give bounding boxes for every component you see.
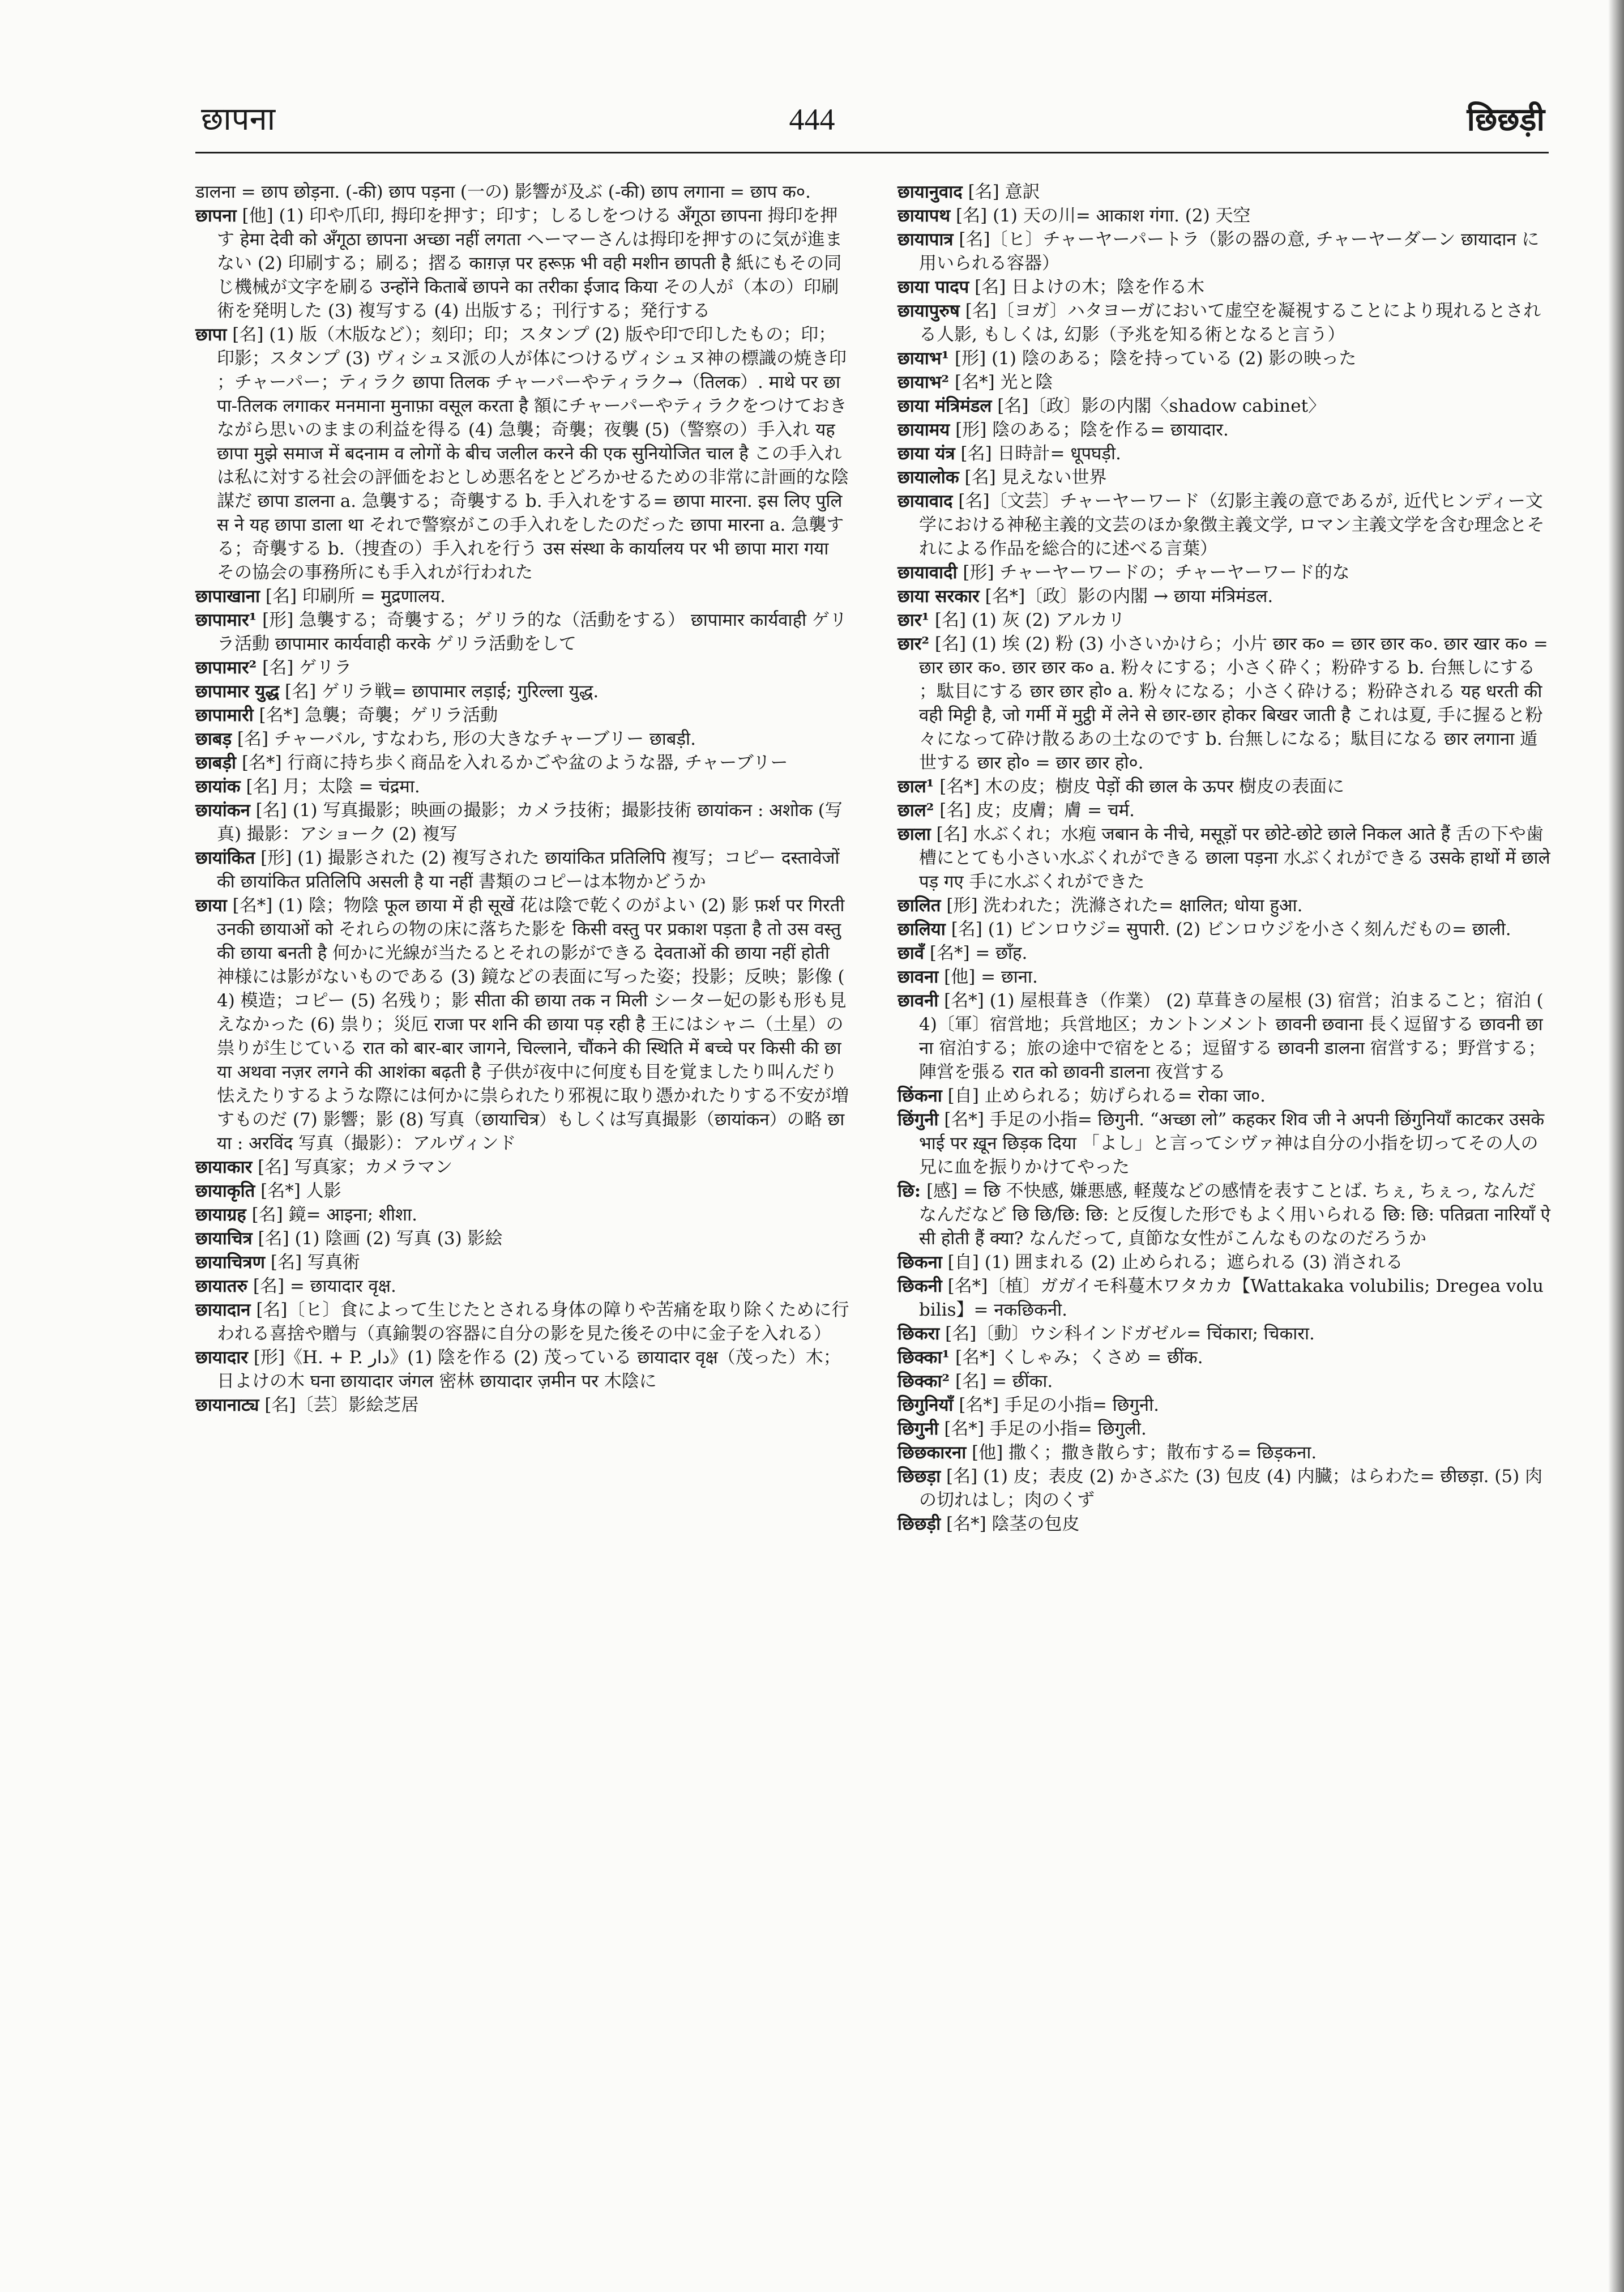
headword: छाया पादप <box>898 277 969 297</box>
headword: छायानाट्य <box>195 1395 259 1415</box>
dictionary-entry <box>898 608 1552 632</box>
definition: [名] 意訳 <box>968 182 1040 202</box>
definition: [形] チャーヤーワードの；チャーヤーワード的な <box>963 562 1350 583</box>
dictionary-entry <box>898 1512 1552 1536</box>
headword: छाया यंत्र <box>898 443 955 464</box>
headword: छापना <box>195 206 237 226</box>
dictionary-entry <box>195 1274 849 1298</box>
definition: [名*] 行商に持ち歩く商品を入れるかごや盆のような器, チャーブリー <box>241 753 788 773</box>
dictionary-entry <box>195 894 849 1155</box>
headword: छिंकना <box>898 1086 942 1106</box>
definition: [名] 日よけの木；陰を作る木 <box>975 277 1205 297</box>
definition: [名] チャーバル, すなわち, 形の大きなチャーブリー छाबड़ी. <box>237 729 696 749</box>
dictionary-entry <box>195 703 849 727</box>
headword: छायातरु <box>195 1276 247 1296</box>
headword: छापामार युद्ध <box>195 681 280 702</box>
definition: [名*] (1) 陰；物陰 फूल छाया में ही सूखें 花は陰で乾くのがよい (2) 影 फ़र्श पर गिरती उनकी छायाओं को それらの物の床に落ちた影を किसी वस्तु पर प्रकाश पड़ता है तो उस वस्तु की छाया बनती है 何かに光線が当たるとそれの影ができる देवताओं की छाया नहीं होती 神様には影がないものである (3) 鏡などの表面に写った姿；投影；反映；影像 (4) 模造；コピー (5) 名残り；影 सीता की छाया तक न मिली シーター妃の影も形も見えなかった (6) 祟り；災厄 राजा पर शनि की छाया पड़ रही है 王にはシャニ（土星）の祟りが生じている रात को बार-बार जागने, चिल्लाने, चौंकने की स्थिति में बच्चे पर किसी की छाया अथवा नज़र लगने की आशंका बढ़ती है 子供が夜中に何度も目を覚ましたり叫んだり怯えたりするような際には何かに祟られたり邪視に取り憑かれたりする不安が増すものだ (7) 影響；影 (8) 写真（छायाचित्र）もしくは写真撮影（छायांकन）の略 छाया : अरविंद 写真（撮影）：アルヴィンド <box>217 895 849 1154</box>
definition: [名] 写真術 <box>270 1252 360 1273</box>
headword: छिंगुनी <box>898 1109 939 1130</box>
right-column <box>898 180 1552 1536</box>
definition: [名*] 手足の小指= छिगुनी. <box>959 1395 1159 1415</box>
running-head-left: छापना <box>201 101 276 138</box>
headword: छायादार <box>195 1347 248 1368</box>
dictionary-entry <box>195 1250 849 1274</box>
headword: छिगुनी <box>898 1419 939 1439</box>
headword: छिछकारना <box>898 1442 967 1463</box>
dictionary-entry <box>195 204 849 323</box>
headword: छाया मंत्रिमंडल <box>898 396 992 416</box>
dictionary-entry <box>195 1155 849 1179</box>
left-column <box>195 180 849 1417</box>
headword: छापाखाना <box>195 586 260 607</box>
headword: छायापुरुष <box>898 301 960 321</box>
definition: डालना = छाप छोड़ना. (-की) छाप पड़ना (一の) 影響が及ぶ (-की) छाप लगाना = छाप क०. <box>195 182 811 202</box>
headword: छायाचित्र <box>195 1228 253 1249</box>
definition: [形] (1) 撮影された (2) 複写された छायांकित प्रतिलिपि 複写；コピー दस्तावेजों की छायांकित प्रतिलिपि असली है या नहीं 書類のコピーは本物かどうか <box>217 848 840 892</box>
definition: [名*] 人影 <box>260 1181 341 1201</box>
headword: छाबड़ी <box>195 753 237 773</box>
dictionary-entry <box>195 727 849 751</box>
definition: [名]〔動〕ウシ科インドガゼル= चिंकारा; चिकारा. <box>945 1324 1315 1344</box>
definition: [名*] 木の皮；樹皮 पेड़ों की छाल के ऊपर 樹皮の表面に <box>939 776 1345 797</box>
definition: [名] ゲリラ戦= छापामार लड़ाई; गुरिल्ला युद्ध. <box>285 681 599 702</box>
definition: [名*] = छाँह. <box>929 943 1028 963</box>
definition: [名] 水ぶくれ；水疱 जबान के नीचे, मसूड़ों पर छोटे-छोटे छाले निकल आते हैं 舌の下や歯槽にとても小さい水ぶくれができる छाला पड़ना 水ぶくれができる उसके हाथों में छाले पड़ गए 手に水ぶくれができた <box>919 824 1550 892</box>
definition: [名*] 手足の小指= छिगुली. <box>944 1419 1147 1439</box>
headword: छायांकित <box>195 848 255 868</box>
dictionary-entry <box>898 965 1552 989</box>
dictionary-entry <box>195 180 849 204</box>
headword: छायापथ <box>898 206 951 226</box>
definition: [名] 日時計= धूपघड़ी. <box>960 443 1121 464</box>
dictionary-entry <box>195 323 849 584</box>
headword: छायामय <box>898 420 950 440</box>
headword: छिकनी <box>898 1276 942 1296</box>
headword: छावँ <box>898 943 924 963</box>
definition: [他] (1) 印や爪印, 拇印を押す；印す；しるしをつける अँगूठा छापना 拇印を押す हेमा देवी को अँगूठा छापना अच्छा नहीं लगता ヘーマーさんは拇印を押すのに気が進まない (2) 印刷する；刷る；摺る काग़ज़ पर हरूफ़ भी वही मशीन छापती है 紙にもその同じ機械が文字を刷る उन्होंने किताबें छापने का तरीका ईजाद किया その人が（本の）印刷術を発明した (3) 複写する (4) 出版する；刊行する；発行する <box>217 206 843 321</box>
definition: [名]〔芸〕影絵芝居 <box>264 1395 419 1415</box>
dictionary-entry <box>898 941 1552 965</box>
headword: छापामारी <box>195 705 254 725</box>
headword: छिगुनियाँ <box>898 1395 954 1415</box>
headword: छि: <box>898 1181 921 1201</box>
headword: छाया <box>195 895 227 916</box>
definition: [自] 止められる；妨げられる= रोका जा०. <box>947 1086 1266 1106</box>
definition: [名] (1) 版（木版など）；刻印；印；スタンプ (2) 版や印で印したもの；印；印影；スタンプ (3) ヴィシュヌ派の人が体につけるヴィシュヌ神の標識の焼き印；チャーパー；ティラク छापा तिलक チャーパーやティラク→（तिलक）. माथे पर छापा-तिलक लगाकर मनमाना मुनाफ़ा वसूल करता है 額にチャーパーやティラクをつけておきながら思いのままの利益を得る (4) 急襲；奇襲；夜襲 (5)（警察の）手入れ यह छापा मुझे समाज में बदनाम व लोगों के बीच जलील करने की एक सुनियोजित चाल है この手入れは私に対する社会の評価をおとしめ悪名をとどろかせるための非常に計画的な陰謀だ छापा डालना a. 急襲する；奇襲する b. 手入れをする= छापा मारना. इस लिए पुलिस ने यह छापा डाला था それで警察がこの手入れをしたのだった छापा मारना a. 急襲する；奇襲する b.（捜査の）手入れを行う उस संस्था के कार्यालय पर भी छापा मारा गया その協会の事務所にも手入れが行われた <box>217 325 849 583</box>
definition: [他] 撒く；撒き散らす；散布する= छिड़कना. <box>972 1442 1317 1463</box>
definition: [名] 見えない世界 <box>964 467 1107 488</box>
dictionary-entry <box>898 561 1552 584</box>
dictionary-entry <box>898 1108 1552 1179</box>
definition: [名*] 手足の小指= छिगुनी. “अच्छा लो” कहकर शिव जी ने अपनी छिंगुनियाँ काटकर उसके भाई पर ख़ून छिड़क दिया 「よし」と言ってシヴァ神は自分の小指を切ってその人の兄に血を振りかけてやった <box>919 1109 1545 1177</box>
headword: छायादान <box>195 1300 251 1320</box>
headword: छायांकन <box>195 800 250 821</box>
dictionary-entry <box>898 489 1552 561</box>
headword: छिकरा <box>898 1324 940 1344</box>
definition: [形] 洗われた；洗滌された= क्षालित; धोया हुआ. <box>946 895 1303 916</box>
definition: [名] 印刷所 = मुद्रणालय. <box>265 586 446 607</box>
headword: छायालोक <box>898 467 959 488</box>
dictionary-entry <box>898 442 1552 466</box>
headword: छायाभ² <box>898 372 950 392</box>
headword: छायाकार <box>195 1157 253 1177</box>
dictionary-entry <box>898 1417 1552 1441</box>
headword: छायानुवाद <box>898 182 963 202</box>
definition: [名]〔ヒ〕チャーヤーパートラ（影の器の意, チャーヤーダーン छायादान に用いられる容器） <box>919 229 1540 274</box>
definition: [形] 陰のある；陰を作る= छायादार. <box>955 420 1229 440</box>
definition: [名*] 光と陰 <box>955 372 1053 392</box>
dictionary-entry <box>898 275 1552 299</box>
dictionary-entry <box>195 1179 849 1203</box>
definition: [感] = छि 不快感, 嫌悪感, 軽蔑などの感情を表すことば. ちぇ, ちぇっ, なんだなんだなど छि छि/छि: छि: と反復した形でもよく用いられる छि: छि: पतिव्रता नारियाँ ऐसी होती हैं क्या? なんだって, 貞節な女性がこんなものなのだろうか <box>919 1181 1550 1249</box>
dictionary-entry <box>898 917 1552 941</box>
headword: छालिया <box>898 919 946 940</box>
dictionary-entry <box>195 775 849 799</box>
dictionary-entry <box>195 608 849 656</box>
dictionary-entry <box>195 1298 849 1346</box>
definition: [名*] 陰茎の包皮 <box>946 1514 1080 1534</box>
definition: [名*] くしゃみ；くさめ = छींक. <box>955 1347 1203 1368</box>
headword: छायाग्रह <box>195 1205 246 1225</box>
dictionary-entry <box>898 466 1552 489</box>
definition: [名] (1) 埃 (2) 粉 (3) 小さいかけら；小片 छार क० = छार छार क०. छार खार क० = छार छार क०. छार छार क० a. 粉々にする；小さく砕く；粉砕する b. 台無しにする；駄目にする छार छार हो० a. 粉々になる；小さく砕ける；粉砕される यह धरती की वही मिट्टी है, जो गर्मी में मुट्ठी में लेने से छार-छार होकर बिखर जाती है これは夏, 手に握ると粉々になって砕け散るあの土なのです b. 台無しになる；駄目になる छार लगाना 遁世する छार हो० = छार छार हो०. <box>919 634 1548 773</box>
dictionary-entry <box>195 751 849 775</box>
dictionary-entry <box>898 1322 1552 1346</box>
dictionary-entry <box>195 656 849 680</box>
headword: छाल² <box>898 800 934 821</box>
dictionary-entry <box>898 180 1552 204</box>
dictionary-entry <box>898 1084 1552 1108</box>
headword: छार¹ <box>898 610 930 630</box>
definition: [他] = छाना. <box>944 967 1038 987</box>
headword: छावना <box>898 967 939 987</box>
headword: छापा <box>195 325 227 345</box>
definition: [名] = छींका. <box>955 1371 1053 1392</box>
definition: [名] (1) 陰画 (2) 写真 (3) 影絵 <box>258 1228 503 1249</box>
headword: छायावादी <box>898 562 958 583</box>
headword: छार² <box>898 634 930 654</box>
definition: [名] = छायादार वृक्ष. <box>253 1276 396 1296</box>
dictionary-entry <box>898 1465 1552 1512</box>
headword: छायाकृति <box>195 1181 255 1201</box>
definition: [名] (1) 天の川= आकाश गंगा. (2) 天空 <box>956 206 1251 226</box>
dictionary-entry <box>898 584 1552 608</box>
headword: छायांक <box>195 776 241 797</box>
dictionary-entry <box>898 347 1552 370</box>
dictionary-entry <box>898 1274 1552 1322</box>
dictionary-entry <box>195 1227 849 1250</box>
dictionary-entry <box>195 680 849 703</box>
dictionary-entry <box>898 1369 1552 1393</box>
headword: छिछड़ी <box>898 1514 941 1534</box>
headword: छिछड़ा <box>898 1466 941 1487</box>
headword: छापामार¹ <box>195 610 257 630</box>
headword: छायाचित्रण <box>195 1252 266 1273</box>
dictionary-entry <box>898 894 1552 917</box>
dictionary-entry <box>898 394 1552 418</box>
definition: [名*]〔植〕ガガイモ科蔓木ワタカカ【Wattakaka volubilis; Dregea volubilis】= नकछिकनी. <box>919 1276 1544 1320</box>
dictionary-entry <box>195 1203 849 1227</box>
dictionary-entry <box>898 1441 1552 1465</box>
headword: छावनी <box>898 991 939 1011</box>
dictionary-entry <box>898 632 1552 775</box>
definition: [名] (1) 写真撮影；映画の撮影；カメラ技術；撮影技術 छायांकन : अशोक (写真) 撮影：アショーク (2) 複写 <box>217 800 843 844</box>
definition: [名] 写真家；カメラマン <box>258 1157 453 1177</box>
definition: [名] (1) ビンロウジ= सुपारी. (2) ビンロウジを小さく刻んだもの= छाली. <box>951 919 1511 940</box>
definition: [形]《H. + P. دار》(1) 陰を作る (2) 茂っている छायादार वृक्ष（茂った）木；日よけの木 घना छायादार जंगल 密林 छायादार ज़मीन पर 木陰に <box>217 1347 841 1392</box>
definition: [名]〔政〕影の内閣〈shadow cabinet〉 <box>997 396 1326 416</box>
page-edge-shadow <box>1608 0 1624 2292</box>
dictionary-entry <box>898 1179 1552 1250</box>
definition: [名] (1) 皮；表皮 (2) かさぶた (3) 包皮 (4) 内臓；はらわた= छीछड़ा. (5) 肉の切れはし；肉のくず <box>919 1466 1543 1510</box>
headword: छायाभ¹ <box>898 348 950 369</box>
definition: [名*]〔政〕影の内閣 → छाया मंत्रिमंडल. <box>985 586 1273 607</box>
dictionary-entry <box>898 822 1552 894</box>
headword: छाबड़ <box>195 729 232 749</box>
definition: [名*] 急襲；奇襲；ゲリラ活動 <box>259 705 498 725</box>
dictionary-entry <box>195 846 849 894</box>
headword: छाया सरकार <box>898 586 980 607</box>
definition: [名] 鏡= आइना; शीशा. <box>251 1205 417 1225</box>
headword: छायापात्र <box>898 229 954 250</box>
dictionary-entry <box>898 370 1552 394</box>
definition: [名] (1) 灰 (2) アルカリ <box>934 610 1126 630</box>
headword: छिक्का² <box>898 1371 950 1392</box>
definition: [形] 急襲する；奇襲する；ゲリラ的な（活動をする） छापामार कार्यवाही ゲリラ活動 छापामार कार्यवाही करके ゲリラ活動をして <box>217 610 847 654</box>
definition: [名*] (1) 屋根葺き（作業） (2) 草葺きの屋根 (3) 宿営；泊まること；宿泊 (4)〔軍〕宿営地；兵営地区；カントンメント छावनी छवाना 長く逗留する छावनी छाना 宿泊する；旅の途中で宿をとる；逗留する छावनी डालना 宿営する；野営する；陣営を張る रात को छावनी डालना 夜営する <box>919 991 1546 1082</box>
definition: [名] 皮；皮膚；膚 = चर्म. <box>939 800 1135 821</box>
definition: [名]〔文芸〕チャーヤーワード（幻影主義の意であるが, 近代ヒンディー文学における神秘主義的文芸のほか象徴主義文学, ロマン主義文学を含む理念とそれによる作品を総合的に述べる言葉） <box>919 491 1545 559</box>
dictionary-entry <box>898 1393 1552 1417</box>
page-number: 444 <box>789 103 835 136</box>
headword: छाला <box>898 824 931 844</box>
dictionary-entry <box>898 1250 1552 1274</box>
dictionary-entry <box>898 775 1552 799</box>
headword: छालित <box>898 895 941 916</box>
dictionary-entry <box>195 799 849 846</box>
dictionary-entry <box>195 584 849 608</box>
definition: [名] ゲリラ <box>262 658 352 678</box>
definition: [名]〔ヨガ〕ハタヨーガにおいて虚空を凝視することにより現れるとされる人影, もしくは, 幻影（予兆を知る術となると言う） <box>919 301 1541 345</box>
dictionary-entry <box>898 418 1552 442</box>
headword: छिक्का¹ <box>898 1347 950 1368</box>
headword: छायावाद <box>898 491 953 511</box>
definition: [名]〔ヒ〕食によって生じたとされる身体の障りや苦痛を取り除くために行われる喜捨や贈与（真鍮製の容器に自分の影を見た後その中に金子を入れる） <box>217 1300 849 1344</box>
headword: छापामार² <box>195 658 257 678</box>
running-head-right: छिछड़ी <box>1467 101 1545 138</box>
definition: [形] (1) 陰のある；陰を持っている (2) 影の映った <box>955 348 1357 369</box>
dictionary-entry <box>898 204 1552 228</box>
definition: [名] 月；太陰 = चंद्रमा. <box>246 776 420 797</box>
dictionary-entry <box>898 228 1552 275</box>
headword: छाल¹ <box>898 776 934 797</box>
dictionary-entry <box>195 1346 849 1393</box>
headword: छिकना <box>898 1252 942 1273</box>
definition: [自] (1) 囲まれる (2) 止められる；遮られる (3) 消される <box>947 1252 1403 1273</box>
dictionary-entry <box>195 1393 849 1417</box>
dictionary-entry <box>898 989 1552 1084</box>
dictionary-entry <box>898 299 1552 347</box>
dictionary-entry <box>898 1346 1552 1369</box>
dictionary-entry <box>898 799 1552 822</box>
header-rule <box>195 152 1549 153</box>
